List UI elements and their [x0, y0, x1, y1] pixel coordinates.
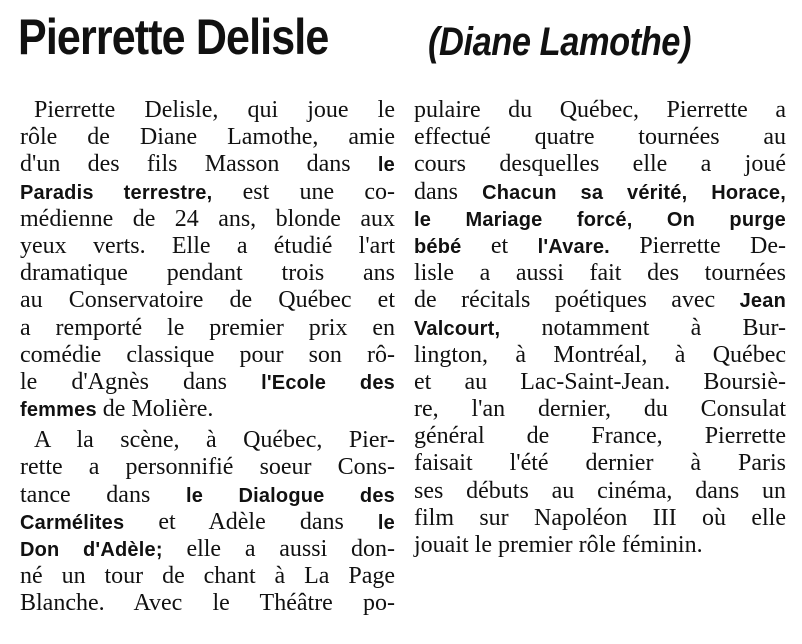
- bold-title-run: femmes: [20, 399, 97, 422]
- text-line: [414, 396, 786, 423]
- text-run: pulaire du Québec, Pierrette a: [414, 97, 786, 123]
- text-run: et Adèle dans: [124, 508, 378, 535]
- text-line: [414, 423, 786, 450]
- text-line: [414, 342, 786, 369]
- text-run: né un tour de chant à La Page: [20, 563, 395, 590]
- text-run: et: [461, 232, 538, 259]
- text-line: [414, 260, 786, 287]
- bold-title-run: Carmélites: [20, 511, 125, 534]
- text-run: cours desquelles elle a joué: [414, 151, 786, 178]
- article-headline: [18, 8, 798, 78]
- text-run: jouait le premier rôle féminin.: [414, 532, 703, 558]
- text-line: [414, 124, 786, 151]
- bold-title-run: Valcourt,: [414, 317, 501, 340]
- paragraph-1: [20, 97, 395, 423]
- text-run: de Molière.: [96, 396, 214, 423]
- text-line: [20, 97, 395, 124]
- text-run: lisle a aussi fait des tournées: [414, 260, 786, 287]
- text-line: [414, 315, 786, 342]
- headline-name: Pierrette Delisle: [18, 9, 329, 65]
- text-line: [20, 454, 395, 481]
- bold-title-run: l'Ecole des: [261, 371, 395, 394]
- text-run: film sur Napoléon III où elle: [414, 504, 786, 531]
- text-run: effectué quatre tournées au: [414, 124, 786, 151]
- text-run: général de France, Pierrette: [414, 423, 786, 450]
- text-line: [20, 396, 395, 423]
- text-run: Pierrette Delisle, qui joue le: [34, 97, 395, 123]
- text-line: [20, 590, 395, 617]
- text-line: [20, 287, 395, 314]
- text-line: [20, 482, 395, 509]
- text-line: [414, 233, 786, 260]
- text-line: [20, 315, 395, 342]
- text-line: [20, 206, 395, 233]
- text-run: notamment à Bur-: [500, 314, 786, 341]
- bold-title-run: Don d'Adèle;: [20, 539, 163, 561]
- text-run: ses débuts au cinéma, dans un: [414, 477, 786, 504]
- bold-title-run: le Dialogue des: [185, 484, 395, 507]
- text-line: [20, 563, 395, 590]
- text-line: [20, 260, 395, 287]
- text-line: [20, 151, 395, 178]
- text-run: médienne de 24 ans, blonde aux: [20, 205, 395, 232]
- text-run: au Conservatoire de Québec et: [20, 287, 395, 314]
- headline-role: (Diane Lamothe): [428, 20, 692, 64]
- text-run: a remporté le premier prix en: [20, 314, 395, 341]
- bold-title-run: le: [377, 154, 395, 177]
- bold-title-run: Chacun sa vérité, Horace,: [482, 181, 786, 204]
- text-run: dramatique pendant trois ans: [20, 260, 395, 287]
- paragraph-2: [20, 427, 395, 617]
- text-line: [414, 478, 786, 505]
- text-line: [20, 427, 395, 454]
- text-run: rette a personnifié soeur Cons-: [20, 454, 395, 481]
- text-line: [20, 536, 395, 563]
- text-run: Blanche. Avec le Théâtre po-: [20, 590, 395, 617]
- text-run: re, l'an dernier, du Consulat: [414, 396, 786, 423]
- text-line: [414, 450, 786, 477]
- text-run: dans: [414, 178, 483, 205]
- text-line: [20, 342, 395, 369]
- text-run: A la scène, à Québec, Pier-: [34, 427, 395, 454]
- text-line: [414, 287, 786, 314]
- text-run: Pierrette De-: [609, 232, 786, 259]
- bold-title-run: le Mariage forcé, On purge: [414, 208, 786, 231]
- text-line: [414, 97, 786, 124]
- text-run: rôle de Diane Lamothe, amie: [20, 124, 395, 151]
- text-line: [20, 124, 395, 151]
- text-line: [414, 206, 786, 233]
- text-line: [20, 509, 395, 536]
- text-run: d'un des fils Masson dans: [20, 151, 378, 178]
- bold-title-run: bébé: [414, 235, 462, 258]
- text-run: yeux verts. Elle a étudié l'art: [20, 232, 395, 259]
- text-line: [414, 179, 786, 206]
- bold-title-run: Paradis terrestre,: [20, 181, 213, 204]
- text-line: [20, 233, 395, 260]
- text-run: et au Lac-Saint-Jean. Boursiè-: [414, 368, 786, 395]
- text-line: [414, 505, 786, 532]
- text-run: est une co-: [212, 178, 395, 205]
- text-line: [414, 532, 786, 559]
- text-run: faisait l'été dernier à Paris: [414, 450, 786, 477]
- text-run: comédie classique pour son rô-: [20, 341, 395, 368]
- left-column: [20, 97, 395, 618]
- text-line: [20, 179, 395, 206]
- text-line: [20, 369, 395, 396]
- text-line: [414, 369, 786, 396]
- bold-title-run: Jean: [739, 290, 786, 313]
- text-line: [414, 151, 786, 178]
- text-run: tance dans: [20, 481, 186, 508]
- bold-title-run: l'Avare.: [537, 235, 610, 258]
- right-column: [414, 97, 786, 559]
- text-run: de récitals poétiques avec: [414, 287, 740, 314]
- bold-title-run: le: [377, 511, 395, 534]
- text-run: elle a aussi don-: [162, 536, 395, 562]
- text-run: le d'Agnès dans: [20, 368, 262, 395]
- paragraph-2-continued: [414, 97, 786, 559]
- text-run: lington, à Montréal, à Québec: [414, 341, 786, 368]
